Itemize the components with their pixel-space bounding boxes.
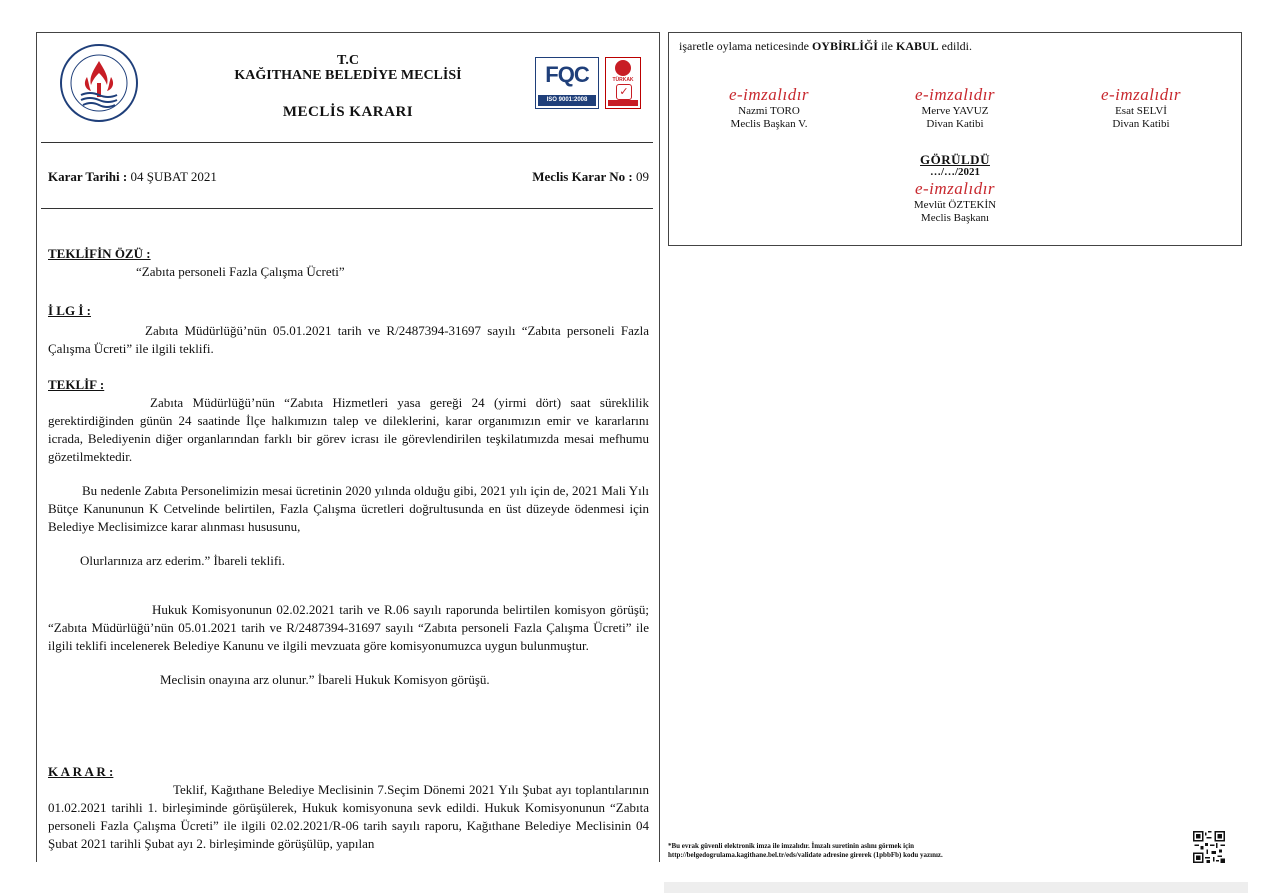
teklif-paragraph-3: Olurlarınıza arz ederim.” İbareli teklifi. (80, 553, 286, 568)
turkak-logo: TÜRKAK ✓ (605, 57, 641, 109)
signer-role: Meclis Başkan V. (730, 118, 808, 130)
oz-heading: TEKLİFİN ÖZÜ : (48, 246, 151, 261)
section-teklif (48, 376, 649, 570)
approval-date: …/…/2021 (929, 166, 981, 178)
fqc-logo: FQC ISO 9001:2008 (535, 57, 599, 109)
e-signature-stamp: e-imzalıdır (728, 85, 810, 104)
oz-text: “Zabıta personeli Fazla Çalışma Ücreti” (136, 264, 345, 279)
viewer-scroll-strip (664, 882, 1248, 893)
signer-role: Divan Katibi (1112, 118, 1170, 130)
signer-name: Nazmi TORO (738, 105, 800, 117)
decision-page (36, 32, 660, 862)
section-hukuk (48, 601, 649, 689)
section-oz (48, 245, 649, 281)
turkak-emblem-icon (615, 60, 631, 76)
decision-date: Karar Tarihi : 04 ŞUBAT 2021 (48, 169, 217, 184)
document-title: MECLİS KARARI (282, 104, 414, 120)
divider (41, 142, 653, 143)
vote-result: işaretle oylama neticesinde OYBİRLİĞİ ile KABUL edildi. (679, 39, 972, 53)
check-icon: ✓ (616, 84, 632, 100)
council-title: KAĞITHANE BELEDİYE MECLİSİ (234, 68, 462, 83)
ilgi-text: Zabıta Müdürlüğü’nün 05.01.2021 tarih ve R/2487394-31697 sayılı “Zabıta personeli Fazla Çalışma Ücreti” ile ilgili teklifi. (48, 323, 649, 356)
signer-name: Merve YAVUZ (921, 105, 989, 117)
decision-number: Meclis Karar No : 09 (532, 169, 649, 184)
section-ilgi (48, 302, 649, 358)
signature-block (689, 85, 849, 131)
section-karar (48, 763, 649, 853)
e-signature-stamp: e-imzalıdır (914, 179, 996, 198)
teklif-heading: TEKLİF : (48, 377, 105, 392)
signature-page (668, 32, 1242, 246)
qr-code-icon (1193, 831, 1225, 863)
teklif-paragraph-2: Bu nedenle Zabıta Personelimizin mesai ücretinin 2020 yılında olduğu gibi, 2021 yılı için de, 2021 Mali Yılı Bütçe Kanununun K Cetvelinde belirtilen, Fazla Çalışma ücretleri doğrultusunda en üst düzeyde ödenmesi için Belediye Meclisimizce karar alınması hususunu, (48, 483, 649, 534)
approval-title: GÖRÜLDÜ (920, 152, 990, 167)
hukuk-paragraph-2: Meclisin onayına arz olunur.” İbareli Hukuk Komisyon görüşü. (160, 672, 490, 687)
document-header (37, 33, 659, 143)
e-signature-stamp: e-imzalıdır (914, 85, 996, 104)
karar-heading: K A R A R : (48, 764, 114, 779)
signer-role: Divan Katibi (926, 118, 984, 130)
signer-name: Esat SELVİ (1115, 105, 1167, 117)
signature-block (875, 85, 1035, 131)
mayor-role: Meclis Başkanı (920, 212, 990, 224)
approval-block (669, 153, 1241, 225)
e-signature-stamp: e-imzalıdır (1100, 85, 1182, 104)
municipality-logo (59, 43, 139, 123)
state-label: T.C (337, 53, 359, 68)
verification-note: *Bu evrak güvenli elektronik imza ile imzalıdır. İmzalı suretinin aslını görmek için http://belgedogrulama.kagithane.bel.tr/eds/validate adresine girerek (1pbbFb) kodu yazınız. (668, 842, 943, 859)
certification-logos (535, 57, 643, 111)
mayor-name: Mevlüt ÖZTEKİN (913, 199, 997, 211)
ilgi-heading: İ LG İ : (48, 303, 91, 318)
hukuk-paragraph-1: Hukuk Komisyonunun 02.02.2021 tarih ve R.06 sayılı raporunda belirtilen komisyon görüşü; “Zabıta Müdürlüğü’nün 05.01.2021 tarih ve R/2487394-31697 sayılı “Zabıta personeli Fazla Çalışma Ücreti” ile ilgili teklifi incelenerek Belediye Kanunu ve ilgili mevzuata göre komisyonumuzca uygun bulunmuştur. (48, 602, 649, 653)
divider (41, 208, 653, 209)
signature-block (1061, 85, 1221, 131)
karar-text: Teklif, Kağıthane Belediye Meclisinin 7.Seçim Dönemi 2021 Yılı Şubat ayı toplantılarının 01.02.2021 tarihli 1. birleşiminde görüşülerek, Hukuk komisyonuna sevk edildi. Hukuk Komisyonunun “Zabıta personeli Fazla Çalışma Ücreti” ile ilgili 02.02.2021/R-06 tarih sayılı raporu, Kağıthane Belediye Meclisinin 04 Şubat 2021 tarihli Şubat ayı 2. birleşiminde görüşülüp, yapılan (48, 782, 649, 851)
teklif-paragraph-1: Zabıta Müdürlüğü’nün “Zabıta Hizmetleri yasa gereği 24 (yirmi dört) saat süreklilik gerektirdiğinden günün 24 saatinde İlçe halkımızın talep ve dileklerini, karar organımızın emir ve kararlarını icrada, Belediyenin diğer organlarından farklı bir görev icrası ile görevlendirilen teşkilatımızda mesai mefhumu gözetilmektedir. (48, 395, 649, 464)
